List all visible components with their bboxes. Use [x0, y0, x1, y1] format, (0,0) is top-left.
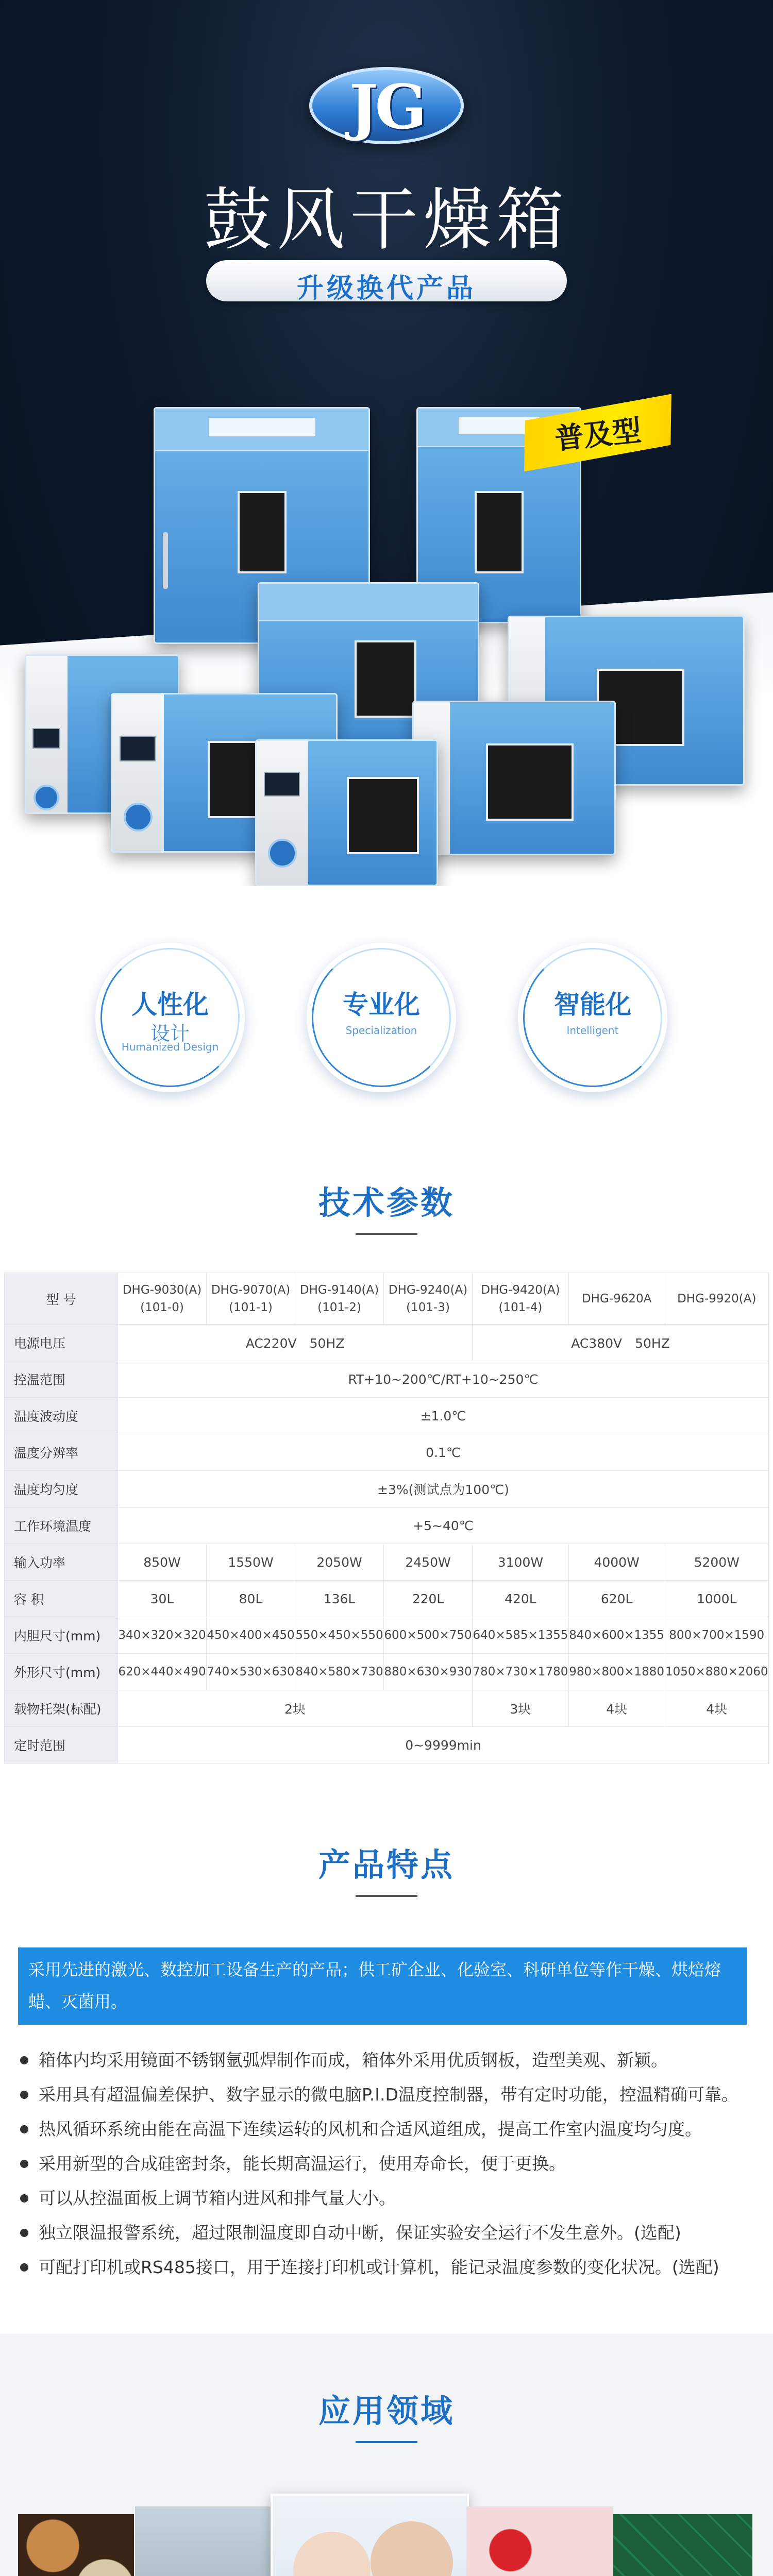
table-row: [5, 1507, 769, 1544]
intro-text: 采用先进的激光、数控加工设备生产的产品；供工矿企业、化验室、科研单位等作干燥、烘焙熔蜡、灭菌用。: [28, 1960, 721, 2011]
feature-english: Intelligent: [566, 1024, 619, 1037]
list-item-text: 可以从控温面板上调节箱内进风和排气量大小。: [39, 2188, 396, 2208]
cell-value: 5200W: [665, 1544, 769, 1581]
model-cell: DHG-9070(A) (101-1): [207, 1273, 295, 1325]
application-section: [0, 2334, 773, 2576]
feature-title: 智能化: [554, 990, 631, 1020]
list-item-text: 可配打印机或RS485接口，用于连接打印机或计算机，能记录温度参数的变化状况。(选配): [39, 2257, 719, 2277]
bullet-dot-icon: [20, 2263, 28, 2272]
model-cell: DHG-9140(A) (101-2): [295, 1273, 384, 1325]
cell-value: 840×600×1355: [568, 1617, 665, 1654]
feature-subtitle: 设计: [150, 1022, 190, 1045]
row-label: 控温范围: [5, 1361, 118, 1398]
oven-front-center: [255, 739, 438, 886]
cell-value: 1000L: [665, 1581, 769, 1617]
cell-value: 640×585×1355: [473, 1617, 569, 1654]
row-label: 温度波动度: [5, 1398, 118, 1434]
bullet-dot-icon: [20, 2091, 28, 2099]
feature-humanized: [95, 943, 245, 1092]
list-item-text: 独立限温报警系统，超过限制温度即自动中断，保证实验安全运行不发生意外。(选配): [39, 2223, 681, 2243]
table-row: [5, 1471, 769, 1507]
cell-value: 800×700×1590: [665, 1617, 769, 1654]
row-label: 型 号: [5, 1273, 118, 1325]
intro-box: [18, 1947, 747, 2025]
row-label: 定时范围: [5, 1727, 118, 1764]
application-title: 应用领域: [318, 2392, 455, 2430]
list-item: [18, 2112, 760, 2146]
product-title: 产品特点: [318, 1846, 455, 1884]
spec-section: [0, 1267, 773, 1788]
oven-front-right: [412, 701, 616, 855]
cell-value: 620×440×490: [118, 1654, 207, 1690]
food-photo: [18, 2514, 134, 2576]
table-row: [5, 1544, 769, 1581]
brand-logo: [309, 67, 464, 144]
cell-value: 850W: [118, 1544, 207, 1581]
feature-english: Humanized Design: [121, 1041, 219, 1053]
cell-value: 840×580×730: [295, 1654, 384, 1690]
spec-title: 技术参数: [318, 1184, 455, 1222]
bullet-dot-icon: [20, 2194, 28, 2202]
cell-value: 136L: [295, 1581, 384, 1617]
bullet-dot-icon: [20, 2125, 28, 2133]
cell-value: 30L: [118, 1581, 207, 1617]
model-cell: DHG-9420(A) (101-4): [473, 1273, 569, 1325]
cell-value: 880×630×930: [384, 1654, 473, 1690]
cell-value: 4块: [568, 1690, 665, 1727]
feature-title: 专业化: [343, 990, 420, 1020]
cell-value: 3块: [473, 1690, 569, 1727]
research-photo: [271, 2494, 469, 2576]
table-row: [5, 1690, 769, 1727]
feature-english: Specialization: [345, 1024, 417, 1037]
hero-banner: [0, 0, 773, 886]
cell-value: 220L: [384, 1581, 473, 1617]
electronics-photo: [613, 2514, 752, 2576]
row-label: 电源电压: [5, 1325, 118, 1361]
cell-value: 0~9999min: [118, 1727, 769, 1764]
cell-value: 340×320×320: [118, 1617, 207, 1654]
table-row: [5, 1654, 769, 1690]
cell-value: 1550W: [207, 1544, 295, 1581]
list-item-text: 采用具有超温偏差保护、数字显示的微电脑P.I.D温度控制器，带有定时功能，控温精确可靠。: [39, 2084, 738, 2105]
cell-value: 740×530×630: [207, 1654, 295, 1690]
cell-value: 1050×880×2060: [665, 1654, 769, 1690]
model-cell: DHG-9240(A) (101-3): [384, 1273, 473, 1325]
cell-value: 0.1℃: [118, 1434, 769, 1471]
table-row: [5, 1273, 769, 1325]
table-row: [5, 1398, 769, 1434]
list-item-text: 箱体内均采用镜面不锈钢氩弧焊制作而成，箱体外采用优质钢板，造型美观、新颖。: [39, 2050, 668, 2070]
spec-table: [4, 1273, 769, 1764]
product-title-underline: [356, 1895, 417, 1897]
model-cell: DHG-9620A: [568, 1273, 665, 1325]
list-item-text: 热风循环系统由能在高温下连续运转的风机和合适风道组成，提高工作室内温度均匀度。: [39, 2119, 702, 2139]
cell-value: ±3%(测试点为100℃): [118, 1471, 769, 1507]
logo-text: JG: [349, 71, 424, 143]
feature-intelligent: [518, 943, 667, 1092]
cell-value: 620L: [568, 1581, 665, 1617]
badge-label: 普及型: [553, 414, 643, 456]
subtitle-pill: [206, 260, 567, 304]
cell-value: ±1.0℃: [118, 1398, 769, 1434]
row-label: 温度均匀度: [5, 1471, 118, 1507]
cell-value: 2050W: [295, 1544, 384, 1581]
spec-title-underline: [356, 1233, 417, 1235]
row-label: 外形尺寸(mm): [5, 1654, 118, 1690]
cell-value: 420L: [473, 1581, 569, 1617]
cell-value: 600×500×750: [384, 1617, 473, 1654]
cell-value: RT+10~200℃/RT+10~250℃: [118, 1361, 769, 1398]
table-row: [5, 1581, 769, 1617]
row-label: 温度分辨率: [5, 1434, 118, 1471]
bullet-dot-icon: [20, 2056, 28, 2064]
voltage-low: AC220V 50HZ: [118, 1325, 473, 1361]
page-title: 鼓风干燥箱: [204, 180, 569, 260]
row-label: 容 积: [5, 1581, 118, 1617]
list-item: [18, 2043, 760, 2077]
row-label: 载物托架(标配): [5, 1690, 118, 1727]
table-row: [5, 1727, 769, 1764]
cell-value: 780×730×1780: [473, 1654, 569, 1690]
row-label: 工作环境温度: [5, 1507, 118, 1544]
feature-title: 人性化: [131, 990, 209, 1020]
industry-photo: [135, 2506, 272, 2576]
cell-value: 4块: [665, 1690, 769, 1727]
feature-specialization: [307, 943, 456, 1092]
cell-value: 3100W: [473, 1544, 569, 1581]
cell-value: 2450W: [384, 1544, 473, 1581]
cell-value: 450×400×450: [207, 1617, 295, 1654]
cell-value: +5~40℃: [118, 1507, 769, 1544]
row-label: 输入功率: [5, 1544, 118, 1581]
list-item: [18, 2146, 760, 2181]
list-item-text: 采用新型的合成硅密封条，能长期高温运行，使用寿命长，便于更换。: [39, 2154, 566, 2174]
cell-value: 4000W: [568, 1544, 665, 1581]
table-row: [5, 1361, 769, 1398]
application-title-underline: [356, 2441, 417, 2443]
bullet-dot-icon: [20, 2160, 28, 2168]
voltage-high: AC380V 50HZ: [473, 1325, 769, 1361]
row-label: 内胆尺寸(mm): [5, 1617, 118, 1654]
bullet-dot-icon: [20, 2229, 28, 2237]
feature-list: [18, 2043, 760, 2284]
model-cell: DHG-9920(A): [665, 1273, 769, 1325]
table-row: [5, 1325, 769, 1361]
list-item: [18, 2215, 760, 2250]
list-item: [18, 2250, 760, 2284]
table-row: [5, 1617, 769, 1654]
list-item: [18, 2181, 760, 2215]
pharma-photo: [466, 2506, 613, 2576]
table-row: [5, 1434, 769, 1471]
cell-value: 980×800×1880: [568, 1654, 665, 1690]
cell-value: 2块: [118, 1690, 473, 1727]
list-item: [18, 2077, 760, 2112]
cell-value: 550×450×550: [295, 1617, 384, 1654]
cell-value: 80L: [207, 1581, 295, 1617]
model-cell: DHG-9030(A) (101-0): [118, 1273, 207, 1325]
subtitle-text: 升级换代产品: [296, 273, 476, 304]
